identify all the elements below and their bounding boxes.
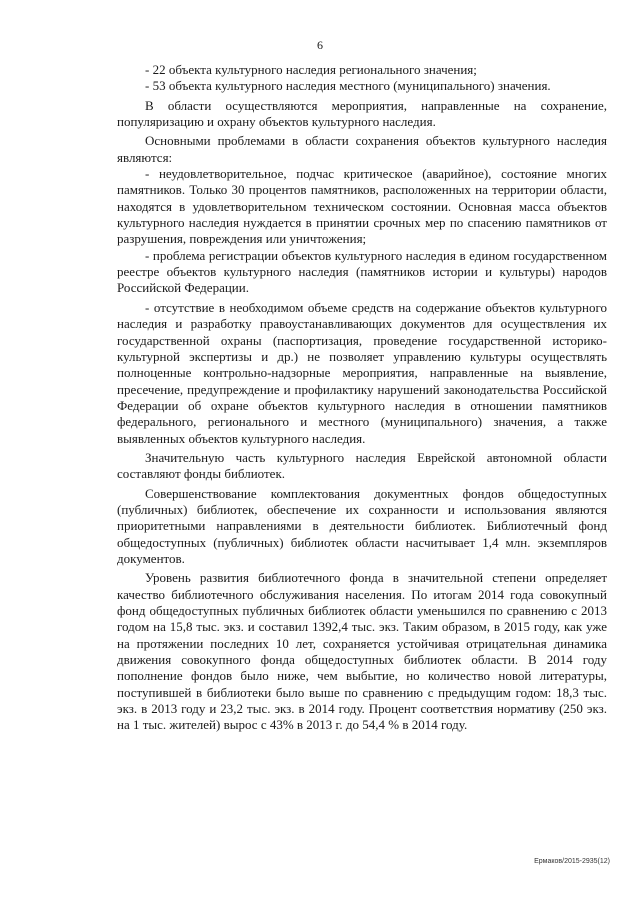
paragraph-library-development: Уровень развития библиотечного фонда в значительной степени определяет качество библиотечного обслуживания населения. По итогам 2014 года совокупный фонд общедоступных публичных библиотек области уменьшился по сравнению с 2013 годом на 15,8 тыс. экз. и составил 1392,4 тыс. экз. Таким образом, в 2015 году, как уже на протяжении последних 10 лет, сохраняется устойчивая отрицательная динамика движения совокупного фонда общедоступных библиотек области. В 2014 году пополнение фондов было ниже, чем выбытие, но количество новой литературы, поступившей в библиотеки было выше по сравнению с предыдущим годом: 18,3 тыс. экз. в 2013 году и 23,2 тыс. экз. в 2014 году. Процент соответствия нормативу (250 экз. на 1 тыс. жителей) вырос с 43% в 2013 г. до 54,4 % в 2014 году.: [117, 570, 607, 733]
paragraph-registration-problem: - проблема регистрации объектов культурного наследия в едином государственном реестре объектов культурного наследия (памятников истории и культуры) народов Российской Федерации.: [117, 247, 607, 296]
paragraph-library-acquisition: Совершенствование комплектования документных фондов общедоступных (публичных) библиотек, обеспечение их сохранности и использования являются приоритетными направлениями в деятельности библиотек. Библиотечный фонд общедоступных (публичных) библиотек области насчитывает 1,4 млн. экземпляров документов.: [117, 485, 607, 566]
paragraph-main-problems: Основными проблемами в области сохранения объектов культурного наследия являются:: [117, 133, 607, 165]
paragraph-local-objects: - 53 объекта культурного наследия местного (муниципального) значения.: [145, 78, 551, 94]
document-body: [117, 62, 607, 737]
page-number: 6: [317, 38, 323, 52]
paragraph-activities: В области осуществляются мероприятия, направленные на сохранение, популяризацию и охрану объектов культурного наследия.: [117, 97, 607, 130]
footer-document-reference: Ермаков/2015-2935(12): [534, 858, 610, 865]
paragraph-funding-shortage: - отсутствие в необходимом объеме средств на содержание объектов культурного наследия и разработку правоустанавливающих документов для осуществления их государственной охраны (паспортизация, проведение государственной историко-культурной экспертизы и др.) не позволяет управлению культуры осуществлять полноценные контрольно-надзорные мероприятия, направленные на выявление, пресечение, предупреждение и профилактику нарушений законодательства Российской Федерации об охране объектов культурного наследия в отношении памятников федерального, регионального и местного (муниципального) значения, а также выявленных объектов культурного наследия.: [117, 299, 607, 446]
paragraph-regional-objects: - 22 объекта культурного наследия регионального значения;: [145, 62, 477, 77]
paragraph-monument-condition: - неудовлетворительное, подчас критическое (аварийное), состояние многих памятников. Только 30 процентов памятников, расположенных на территории области, находятся в удовлетворительном техническом состоянии. Основная масса объектов культурного наследия нуждается в принятии срочных мер по спасению памятников от разрушения, повреждения или уничтожения;: [117, 166, 607, 247]
paragraph-library-funds: Значительную часть культурного наследия Еврейской автономной области составляют фонды библиотек.: [117, 449, 607, 482]
